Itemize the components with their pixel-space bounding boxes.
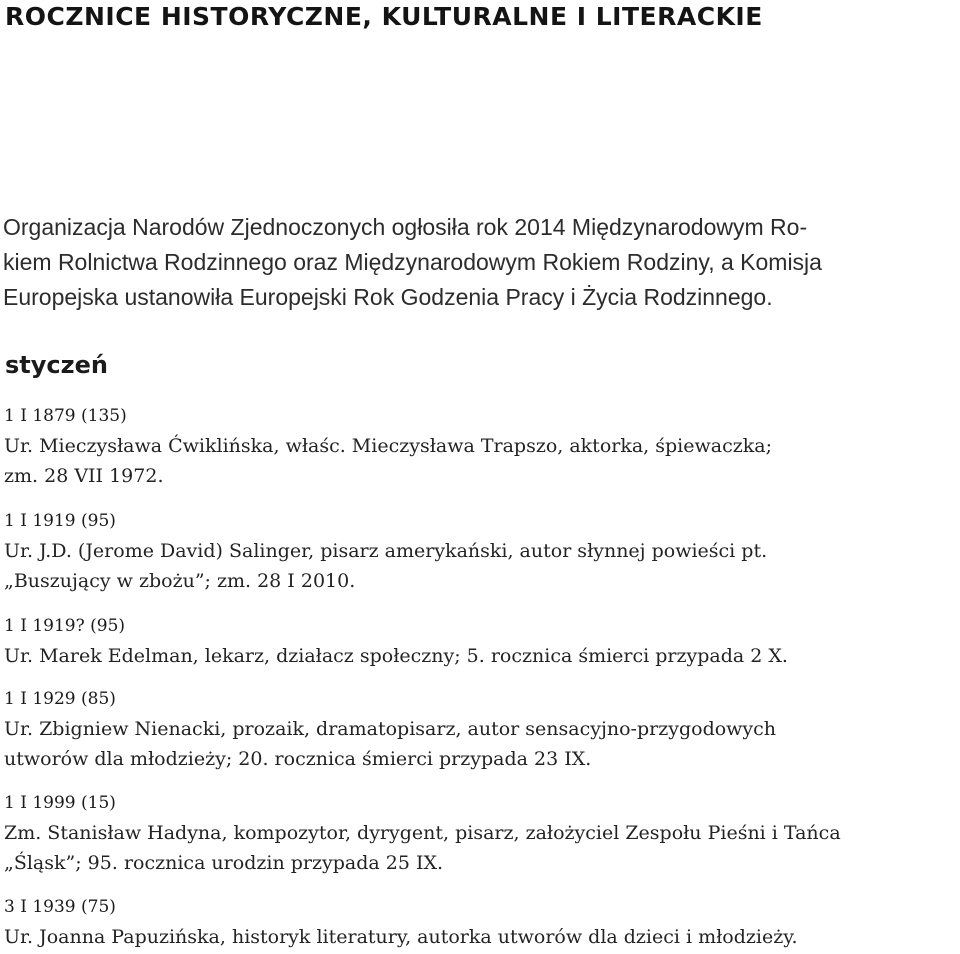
intro-line: kiem Rolnictwa Rodzinnego oraz Międzynarodowym Rokiem Rodziny, a Komisja (3, 249, 822, 275)
entry-date: 1 I 1879 (135) (4, 406, 127, 426)
anniversary-entry (4, 688, 954, 774)
entry-date: 1 I 1919 (95) (4, 511, 116, 531)
anniversary-entry (4, 896, 954, 952)
entry-text-line: utworów dla młodzieży; 20. rocznica śmierci przypada 23 IX. (4, 748, 592, 770)
anniversary-entry (4, 615, 954, 671)
entry-text (4, 714, 954, 774)
anniversary-entry (4, 405, 954, 491)
entry-text-line: Ur. Zbigniew Nienacki, prozaik, dramatopisarz, autor sensacyjno-przygodowych (4, 718, 777, 740)
intro-line: Europejska ustanowiła Europejski Rok Godzenia Pracy i Życia Rodzinnego. (3, 284, 773, 310)
entry-date: 3 I 1939 (75) (4, 897, 116, 917)
entry-text-line: „Buszujący w zbożu”; zm. 28 I 2010. (4, 570, 356, 592)
entry-date: 1 I 1929 (85) (4, 689, 116, 709)
entry-text (4, 536, 954, 596)
entry-text-line: Zm. Stanisław Hadyna, kompozytor, dyrygent, pisarz, założyciel Zespołu Pieśni i Tańca (4, 822, 841, 844)
anniversary-entry (4, 510, 954, 596)
intro-paragraph (3, 210, 948, 315)
entry-date: 1 I 1919? (95) (4, 616, 126, 636)
anniversary-entry (4, 792, 954, 878)
month-heading: styczeń (5, 351, 108, 379)
entry-text-line: Ur. Marek Edelman, lekarz, działacz społeczny; 5. rocznica śmierci przypada 2 X. (4, 645, 788, 667)
entry-text-line: Ur. Joanna Papuzińska, historyk literatury, autorka utworów dla dzieci i młodzieży. (4, 926, 798, 948)
intro-line: Organizacja Narodów Zjednoczonych ogłosiła rok 2014 Międzynarodowym Ro- (3, 214, 808, 240)
entry-text (4, 641, 954, 671)
entry-text (4, 922, 954, 952)
entry-text (4, 431, 954, 491)
entry-text-line: „Śląsk”; 95. rocznica urodzin przypada 25 IX. (4, 852, 444, 874)
entry-text-line: Ur. Mieczysława Ćwiklińska, właśc. Mieczysława Trapszo, aktorka, śpiewaczka; (4, 435, 772, 457)
page-header-title: ROCZNICE HISTORYCZNE, KULTURALNE I LITERACKIE (5, 2, 763, 31)
entry-date: 1 I 1999 (15) (4, 793, 116, 813)
entry-text (4, 818, 954, 878)
entry-text-line: zm. 28 VII 1972. (4, 465, 164, 487)
entry-text-line: Ur. J.D. (Jerome David) Salinger, pisarz amerykański, autor słynnej powieści pt. (4, 540, 768, 562)
